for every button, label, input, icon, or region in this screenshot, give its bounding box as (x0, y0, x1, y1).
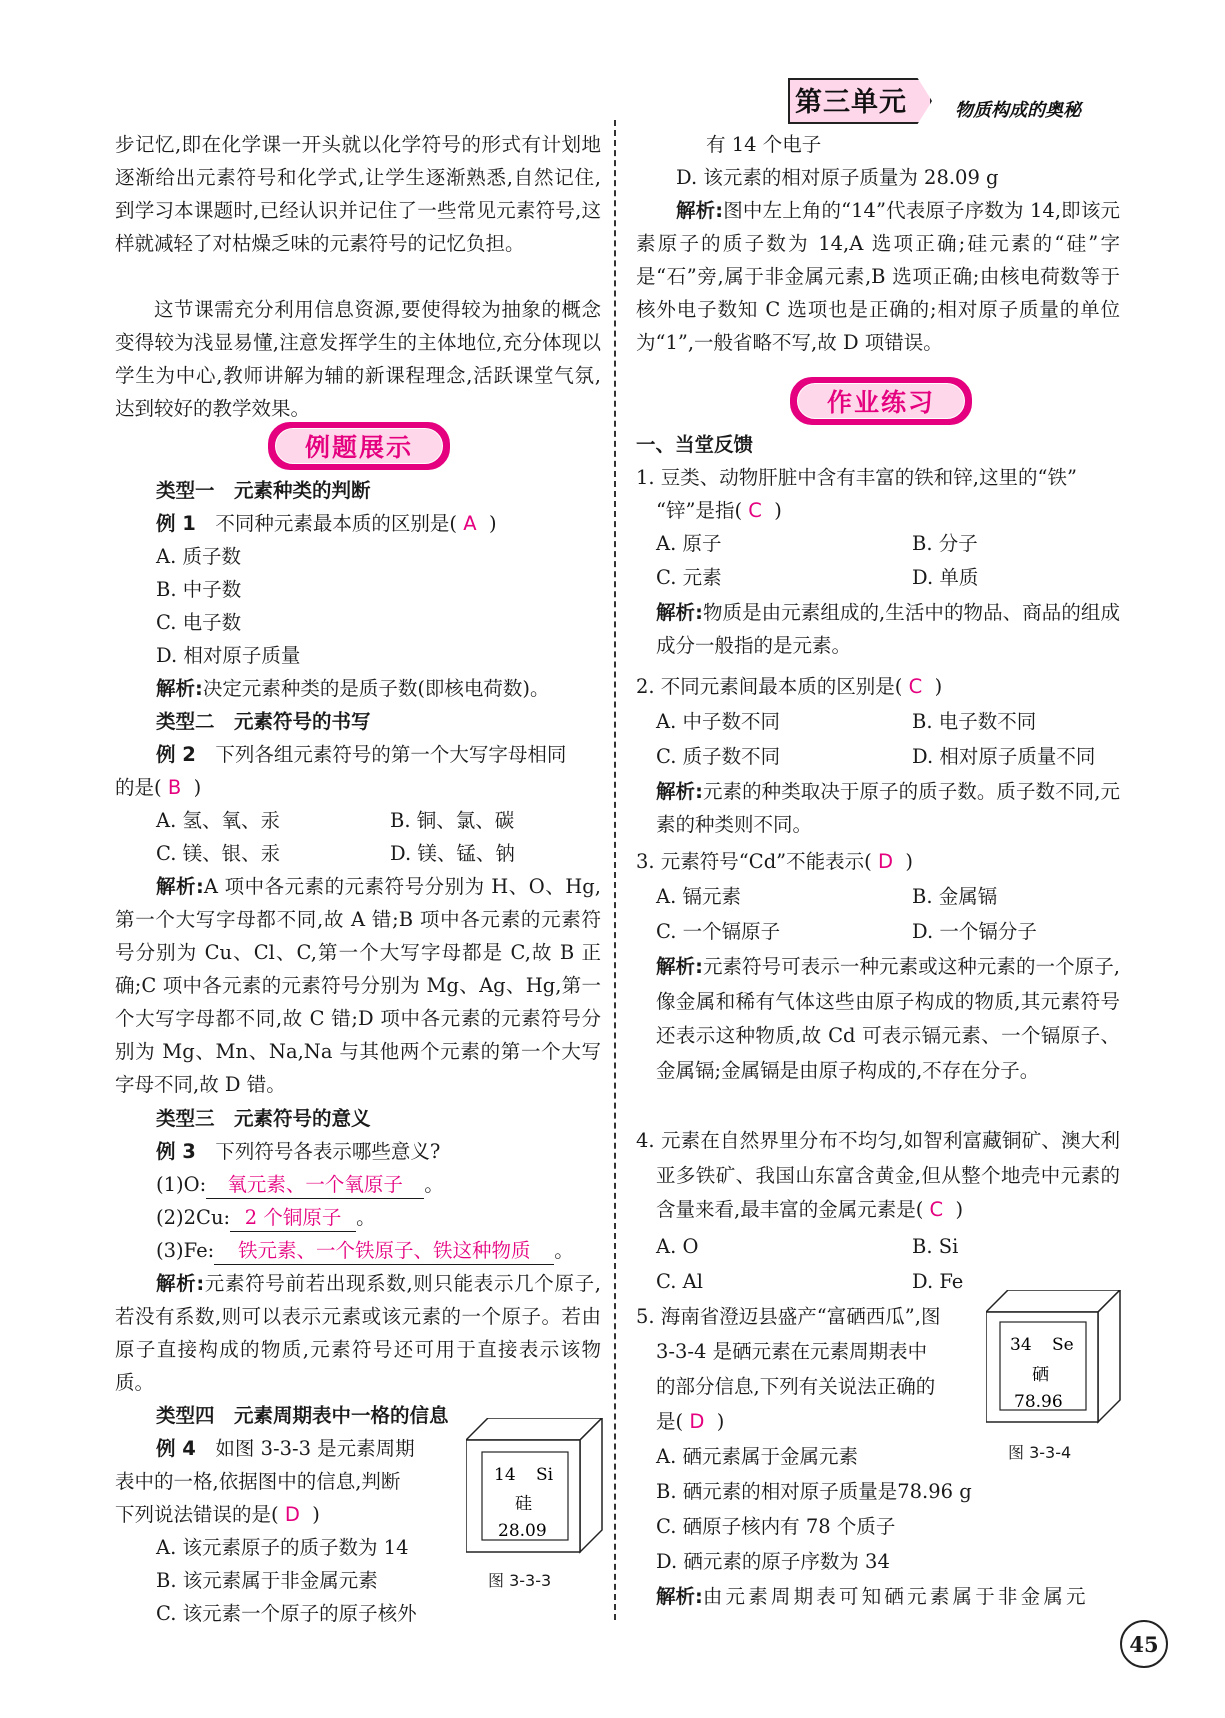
example-4-option-a: A. 该元素原子的质子数为 14 (156, 1536, 409, 1559)
question-3-option-d: D. 一个镉分子 (912, 920, 1037, 943)
example-1-label: 例 1 (156, 512, 196, 535)
question-1-option-d: D. 单质 (912, 566, 979, 589)
question-4-option-b: B. Si (912, 1235, 959, 1258)
analysis-text: 元素的种类取决于原子的质子数。质子数不同,元素的种类则不同。 (656, 780, 1120, 836)
analysis-label: 解析: (656, 955, 703, 978)
question-1-stem-end: “锌”是指( (656, 499, 743, 522)
example-3-analysis (115, 1267, 601, 1399)
analysis-label: 解析: (676, 199, 724, 222)
question-5-stem-end: 是( (656, 1410, 684, 1433)
question-3-option-c: C. 一个镉原子 (656, 920, 781, 943)
question-4-close: ) (955, 1198, 964, 1221)
question-5-option-b: B. 硒元素的相对原子质量是78.96 g (656, 1480, 972, 1503)
example-4-option-c-cont: 有 14 个电子 (706, 133, 822, 156)
example-2-question-end: 的是( (115, 776, 162, 799)
example-4-stem-line1 (156, 1432, 415, 1465)
question-2-option-c: C. 质子数不同 (656, 745, 781, 768)
analysis-label: 解析: (156, 1272, 205, 1295)
examples-banner (268, 422, 450, 470)
item-label: (2)2Cu: (156, 1206, 231, 1229)
unit-subtitle: 物质构成的奥秘 (955, 100, 1081, 121)
item-end: 。 (554, 1239, 574, 1262)
example-1-option-d: D. 相对原子质量 (156, 644, 301, 667)
example-2-analysis (115, 870, 601, 1101)
question-1-stem-line1: 1. 豆类、动物肝脏中含有丰富的铁和锌,这里的“铁” (636, 466, 1077, 489)
example-2-question: 下列各组元素符号的第一个大写字母相同 (215, 743, 567, 766)
analysis-text: 图中左上角的“14”代表原子序数为 14,即该元素原子的质子数为 14,A 选项正确;硅元素的“硅”字是“石”旁,属于非金属元素,B 选项正确;由核电荷数等于核外电子数知 C 选项也是正确的;相对原子质量的单位为“1”,一般省略不写,故 D 项错误。 (636, 199, 1120, 354)
example-2-option-d: D. 镁、锰、钠 (390, 842, 515, 865)
question-4-option-a: A. O (656, 1235, 699, 1258)
question-5-option-c: C. 硒原子核内有 78 个质子 (656, 1515, 896, 1538)
question-2-answer: C (908, 675, 923, 698)
item-end: 。 (356, 1206, 376, 1229)
cell-mass: 28.09 (498, 1521, 547, 1541)
example-1-stem (156, 507, 497, 540)
question-1-option-c: C. 元素 (656, 566, 722, 589)
example-4-answer: D (284, 1503, 300, 1526)
example-3-question: 下列符号各表示哪些意义? (215, 1140, 441, 1163)
question-1-analysis (656, 596, 1120, 662)
question-5-stem-line2: 3-3-4 是硒元素在元素周期表中 (656, 1340, 928, 1363)
question-1-option-b: B. 分子 (912, 532, 978, 555)
figure-caption-3-3-4: 图 3-3-4 (1008, 1443, 1072, 1462)
question-5-stem-line4 (656, 1405, 724, 1438)
type3-heading: 类型三 元素符号的意义 (156, 1107, 371, 1130)
question-5-stem-line3: 的部分信息,下列有关说法正确的 (656, 1375, 936, 1398)
example-4-option-d: D. 该元素的相对原子质量为 28.09 g (676, 166, 999, 189)
question-2-analysis (656, 775, 1120, 841)
question-3-analysis (656, 950, 1120, 1088)
question-3-option-b: B. 金属镉 (912, 885, 998, 908)
analysis-text: 元素符号可表示一种元素或这种元素的一个原子,像金属和稀有气体这些由原子构成的物质,其元素符号还表示这种物质,故 Cd 可表示镉元素、一个镉原子、金属镉;金属镉是由原子构成的,不存在分子。 (656, 955, 1120, 1082)
analysis-text: 元素符号前若出现系数,则只能表示几个原子,若没有系数,则可以表示元素或该元素的一个原子。若由原子直接构成的物质,元素符号还可用于直接表示该物质。 (115, 1272, 601, 1394)
example-1-option-c: C. 电子数 (156, 611, 242, 634)
page-number: 45 (1120, 1620, 1168, 1668)
analysis-label: 解析: (656, 1585, 703, 1608)
question-3-stem (636, 845, 913, 878)
question-4-answer: C (929, 1198, 944, 1221)
question-4-stem (636, 1124, 1120, 1228)
question-3-option-a: A. 镉元素 (656, 885, 741, 908)
example-2-label: 例 2 (156, 743, 196, 766)
question-3-answer: D (877, 850, 893, 873)
question-2-option-b: B. 电子数不同 (912, 710, 1037, 733)
example-3-item-2 (156, 1201, 376, 1234)
item-label: (3)Fe: (156, 1239, 215, 1262)
question-5-option-d: D. 硒元素的原子序数为 34 (656, 1550, 890, 1573)
intro-paragraph-2: 这节课需充分利用信息资源,要使得较为抽象的概念变得较为浅显易懂,注意发挥学生的主体地位,充分体现以学生为中心,教师讲解为辅的新课程理念,活跃课堂气氛,达到较好的教学效果。 (115, 298, 601, 420)
question-5-analysis (656, 1580, 1089, 1613)
example-2-close: ) (193, 776, 202, 799)
analysis-label: 解析: (656, 780, 703, 803)
column-divider (614, 120, 616, 1620)
example-4-analysis (636, 194, 1120, 359)
example-4-question-end: 下列说法错误的是( (115, 1503, 279, 1526)
question-4-option-c: C. Al (656, 1270, 703, 1293)
analysis-label: 解析: (156, 677, 203, 700)
question-4-option-d: D. Fe (912, 1270, 964, 1293)
question-5-stem-line1: 5. 海南省澄迈县盛产“富硒西瓜”,图 (636, 1305, 941, 1328)
intro-paragraph-1: 步记忆,即在化学课一开头就以化学符号的形式有计划地逐渐给出元素符号和化学式,让学生逐渐熟悉,自然记住,到学习本课题时,已经认识并记住了一些常见元素符号,这样就减轻了对枯燥乏味的元素符号的记忆负担。 (115, 133, 601, 255)
example-4-stem-line2: 表中的一格,依据图中的信息,判断 (115, 1470, 401, 1493)
periodic-cell-si (466, 1418, 606, 1558)
example-1-option-b: B. 中子数 (156, 578, 242, 601)
example-2-answer: B (167, 776, 182, 799)
cell-number: 14 (494, 1465, 516, 1485)
question-1-option-a: A. 原子 (656, 532, 722, 555)
item-end: 。 (424, 1173, 444, 1196)
cell-symbol: Si (536, 1465, 554, 1485)
example-4-label: 例 4 (156, 1437, 196, 1460)
homework-banner-label: 作业练习 (797, 383, 965, 419)
unit-title: 第三单元 (795, 87, 907, 118)
cell-name: 硒 (1032, 1365, 1049, 1385)
question-5-option-a: A. 硒元素属于金属元素 (656, 1445, 858, 1468)
question-2-question: 2. 不同元素间最本质的区别是( (636, 675, 903, 698)
example-1-answer: A (463, 512, 477, 535)
section-heading: 一、当堂反馈 (636, 433, 754, 456)
item-answer: 铁元素、一个铁原子、铁这种物质 (237, 1239, 531, 1262)
example-3-item-1 (156, 1168, 444, 1201)
example-1-close: ) (488, 512, 497, 535)
type2-heading: 类型二 元素符号的书写 (156, 710, 371, 733)
example-2-option-c: C. 镁、银、汞 (156, 842, 281, 865)
question-3-question: 3. 元素符号“Cd”不能表示( (636, 850, 872, 873)
example-3-stem (156, 1135, 440, 1168)
type4-heading: 类型四 元素周期表中一格的信息 (156, 1404, 449, 1427)
periodic-cell-se (986, 1290, 1124, 1428)
cell-mass: 78.96 (1014, 1392, 1063, 1412)
example-1-analysis (156, 672, 550, 705)
example-2-stem-line2 (115, 771, 201, 804)
analysis-text: 物质是由元素组成的,生活中的物品、商品的组成成分一般指的是元素。 (656, 601, 1120, 657)
example-2-stem-line1 (156, 738, 566, 771)
question-5-close: ) (716, 1410, 725, 1433)
question-4-question: 4. 元素在自然界里分布不均匀,如智利富藏铜矿、澳大利亚多铁矿、我国山东富含黄金,但从整个地壳中元素的含量来看,最丰富的金属元素是( (636, 1129, 1120, 1221)
question-2-close: ) (934, 675, 943, 698)
type1-heading: 类型一 元素种类的判断 (156, 479, 371, 502)
analysis-label: 解析: (156, 875, 204, 898)
example-3-label: 例 3 (156, 1140, 196, 1163)
question-1-stem-line2 (656, 494, 782, 527)
item-answer: 2 个铜原子 (244, 1206, 342, 1229)
example-4-option-b: B. 该元素属于非金属元素 (156, 1569, 378, 1592)
question-2-stem (636, 670, 942, 703)
item-answer: 氧元素、一个氧原子 (227, 1173, 403, 1196)
cell-symbol: Se (1052, 1335, 1074, 1355)
question-1-answer: C (748, 499, 762, 522)
question-3-close: ) (905, 850, 913, 873)
example-3-item-3 (156, 1234, 574, 1267)
analysis-text: 决定元素种类的是质子数(即核电荷数)。 (202, 677, 550, 700)
question-2-option-a: A. 中子数不同 (656, 710, 780, 733)
example-1-option-a: A. 质子数 (156, 545, 241, 568)
analysis-label: 解析: (656, 601, 703, 624)
homework-banner (790, 377, 972, 425)
example-2-option-b: B. 铜、氯、碳 (390, 809, 515, 832)
example-4-question: 如图 3-3-3 是元素周期 (215, 1437, 415, 1460)
example-4-option-c: C. 该元素一个原子的原子核外 (156, 1602, 417, 1625)
example-4-stem-line3 (115, 1498, 320, 1531)
example-4-close: ) (312, 1503, 320, 1526)
question-2-option-d: D. 相对原子质量不同 (912, 745, 1096, 768)
question-5-answer: D (689, 1410, 705, 1433)
cell-name: 硅 (515, 1494, 532, 1514)
examples-banner-label: 例题展示 (275, 428, 443, 464)
figure-caption-3-3-3: 图 3-3-3 (488, 1571, 552, 1590)
analysis-text: 由元素周期表可知硒元素属于非金属元 (702, 1585, 1089, 1608)
cell-number: 34 (1010, 1335, 1032, 1355)
analysis-text: A 项中各元素的元素符号分别为 H、O、Hg,第一个大写字母都不同,故 A 错;B 项中各元素的元素符号分别为 Cu、Cl、C,第一个大写字母都是 C,故 B 正确;C 项中各元素的元素符号分别为 Mg、Ag、Hg,第一个大写字母都不同,故 C 错;D 项中各元素的元素符号分别为 Mg、Mn、Na,Na 与其他两个元素的第一个大写字母不同,故 D 错。 (115, 875, 601, 1096)
example-1-question: 不同种元素最本质的区别是( (215, 512, 457, 535)
item-label: (1)O: (156, 1173, 207, 1196)
question-1-close: ) (774, 499, 782, 522)
example-2-option-a: A. 氢、氧、汞 (156, 809, 280, 832)
